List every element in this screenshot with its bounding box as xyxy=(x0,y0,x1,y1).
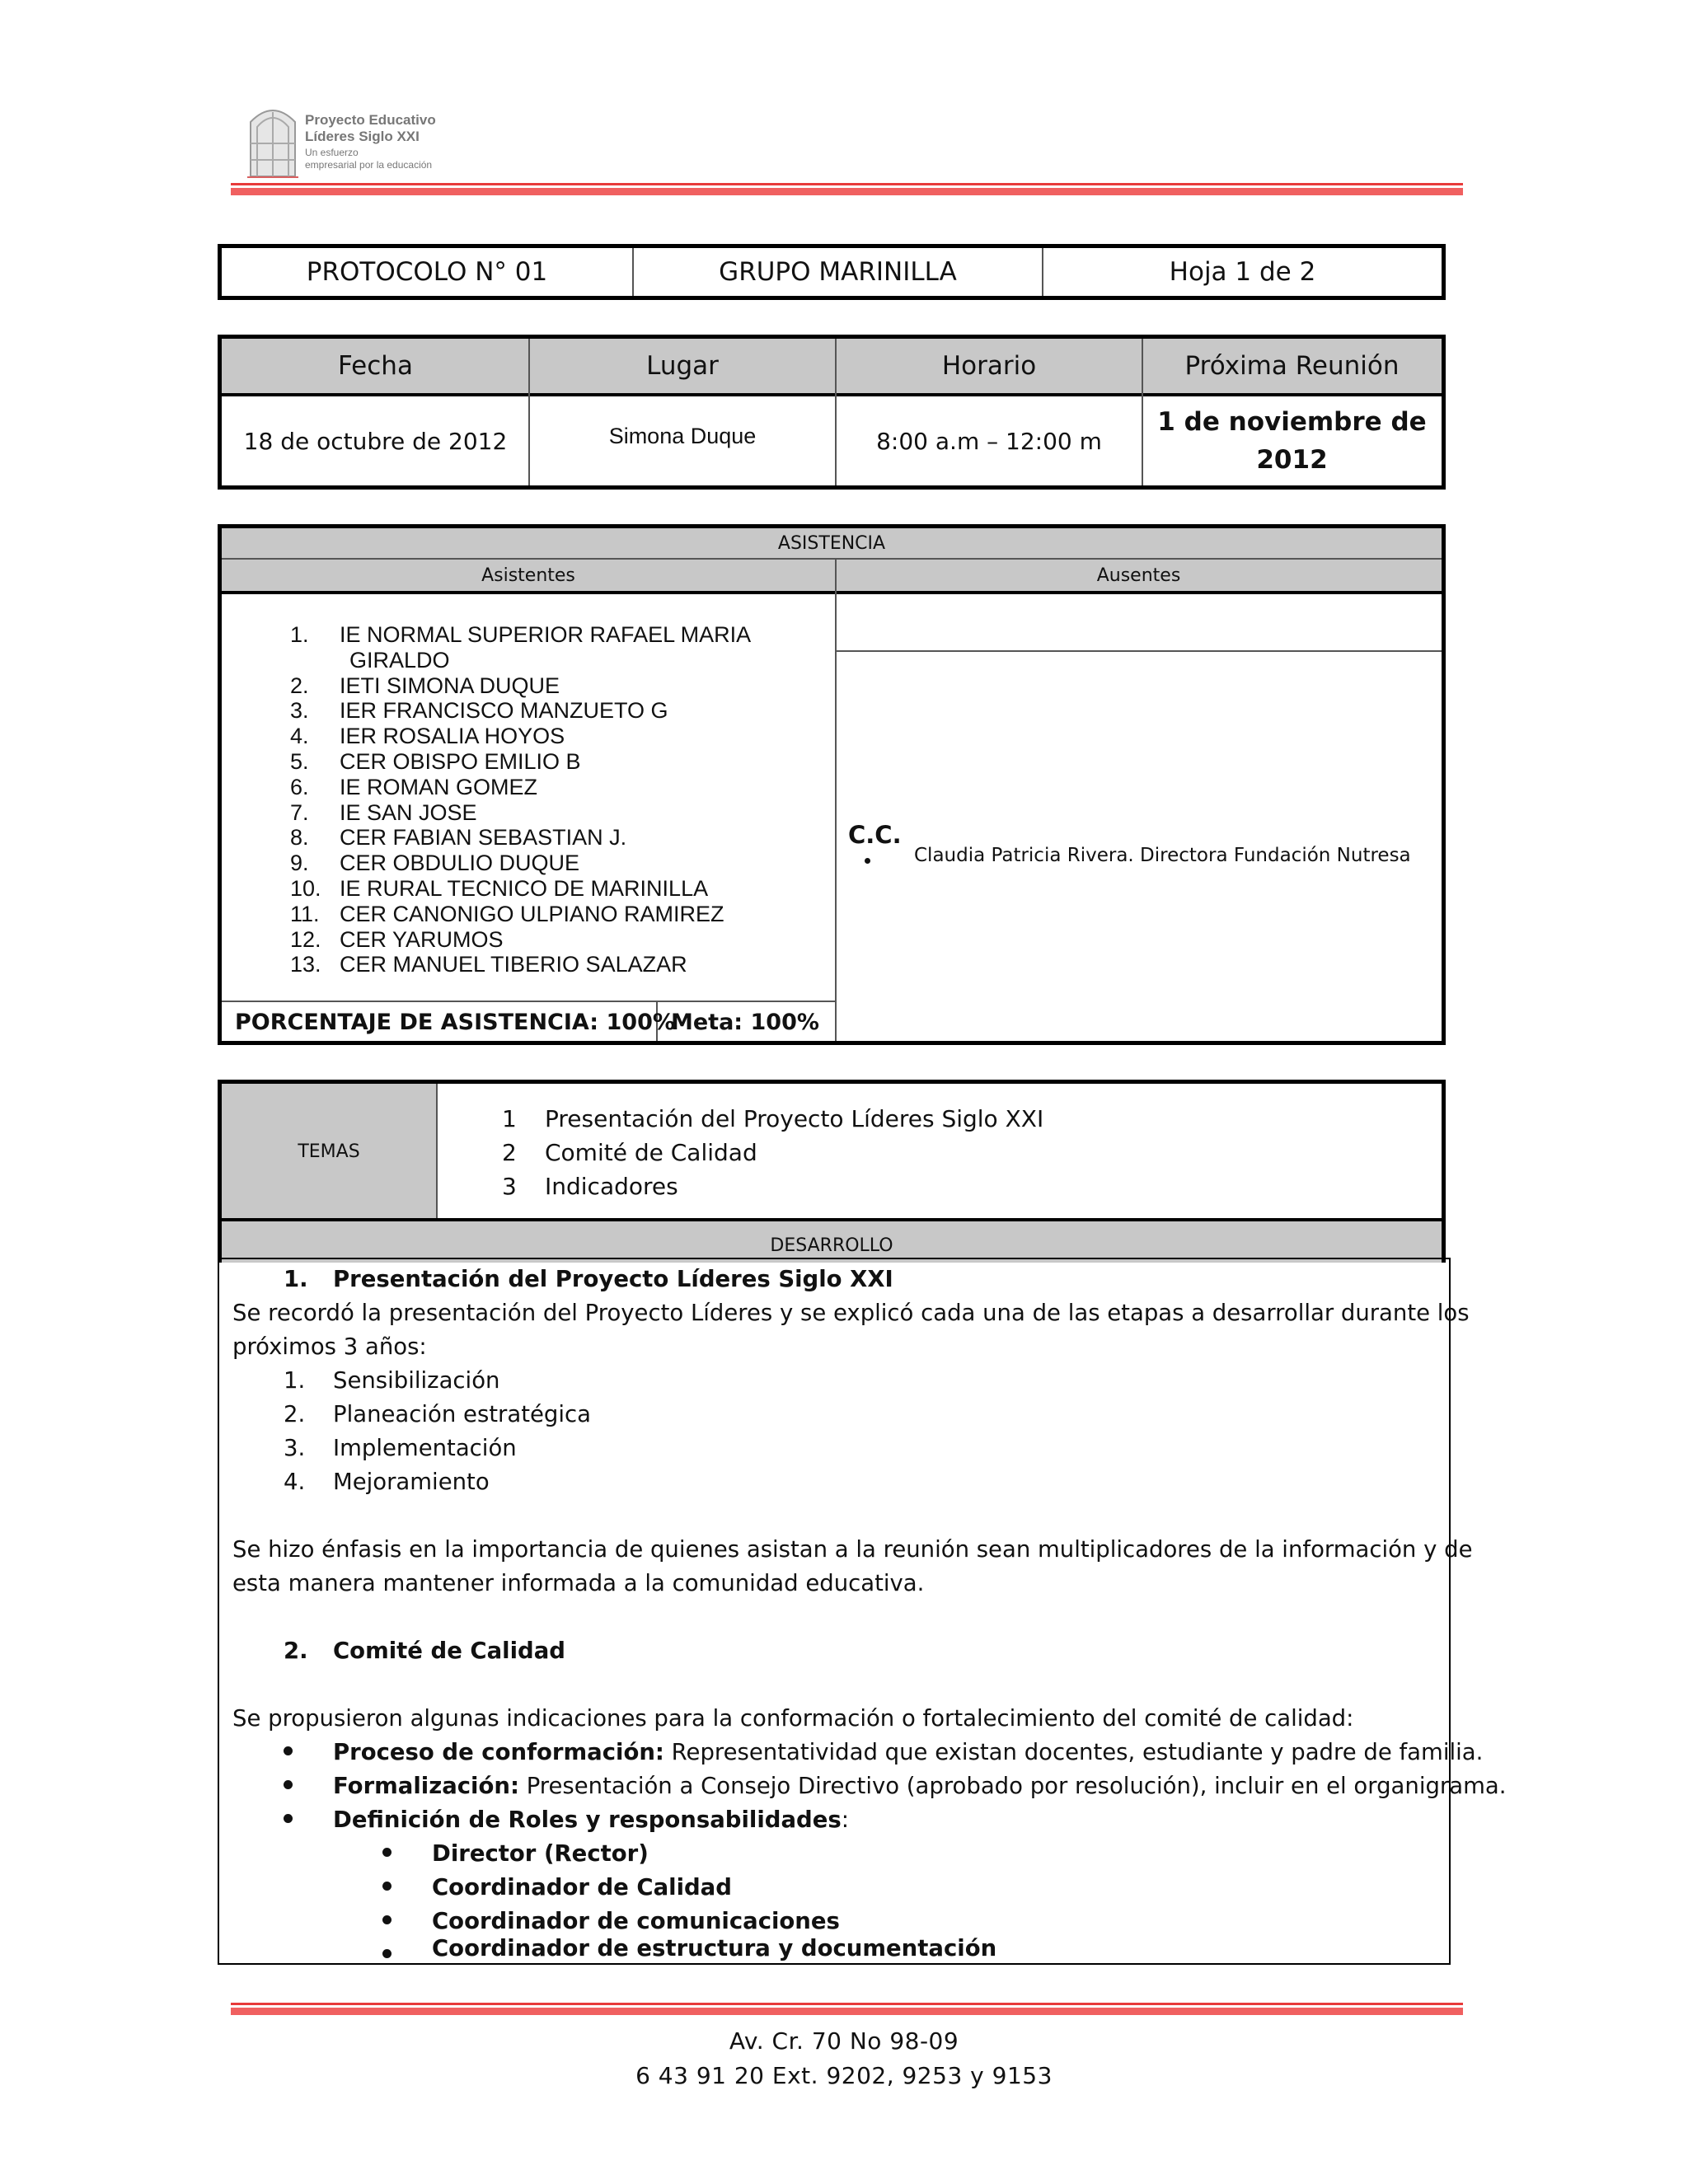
attendee-item xyxy=(290,825,818,851)
criteria-item: Definición de Roles y responsabilidades: xyxy=(333,1807,849,1833)
logo-line-4: empresarial por la educación xyxy=(305,159,433,171)
attendee-item xyxy=(290,902,818,927)
section-1-paragraph-line-1: Se recordó la presentación del Proyecto Líderes y se explicó cada una de las etapas a desarrollar durante los xyxy=(232,1300,1470,1326)
attendee-item xyxy=(290,927,818,953)
school-building-icon xyxy=(247,97,298,178)
footer-address: Av. Cr. 70 No 98-09 xyxy=(729,2027,959,2055)
header-horario: Horario xyxy=(941,351,1037,381)
topics-label: TEMAS xyxy=(298,1141,360,1162)
topics-table xyxy=(218,1080,1446,1263)
footer-phone: 6 43 91 20 Ext. 9202, 9253 y 9153 xyxy=(635,2062,1053,2089)
attendees-header: Asistentes xyxy=(481,565,575,586)
bullet-icon xyxy=(382,1882,392,1891)
attendee-item xyxy=(290,724,818,749)
criteria-item: Formalización: Presentación a Consejo Directivo (aprobado por resolución), incluir en el organigrama. xyxy=(333,1773,1507,1799)
attendee-item xyxy=(290,622,818,673)
cc-label: C.C. xyxy=(848,821,902,849)
attendance-percentage: PORCENTAJE DE ASISTENCIA: 100% xyxy=(235,1010,675,1035)
topics-list: 1 Presentación del Proyecto Líderes Siglo XXI 2 Comité de Calidad 3 Indicadores xyxy=(502,1105,1044,1200)
stage-number: 4. xyxy=(284,1469,306,1495)
meeting-date: 18 de octubre de 2012 xyxy=(243,427,508,455)
meeting-schedule: 8:00 a.m – 12:00 m xyxy=(876,427,1102,455)
attendee-name: IE RURAL TECNICO DE MARINILLA xyxy=(340,875,709,901)
next-meeting-line-1: 1 de noviembre de xyxy=(1157,407,1427,437)
attendee-name: IER FRANCISCO MANZUETO G xyxy=(340,698,668,724)
attendance-table xyxy=(218,524,1446,1045)
attendee-name: IETI SIMONA DUQUE xyxy=(340,673,560,698)
attendee-item xyxy=(290,851,818,876)
footer-rule xyxy=(231,2003,1463,2015)
role-item: Coordinador de Calidad xyxy=(432,1874,732,1900)
attendee-number: 1. xyxy=(290,622,309,647)
attendee-name: CER CANONIGO ULPIANO RAMIREZ xyxy=(340,901,724,926)
stage-item: Sensibilización xyxy=(333,1367,500,1394)
attendee-item xyxy=(290,952,818,977)
header-fecha: Fecha xyxy=(338,351,413,381)
next-meeting-line-2: 2012 xyxy=(1256,445,1328,475)
attendee-name: CER OBISPO EMILIO B xyxy=(340,748,581,774)
role-item: Coordinador de comunicaciones xyxy=(432,1908,840,1934)
next-meeting xyxy=(1142,396,1442,485)
attendee-number: 3. xyxy=(290,698,309,724)
attendee-number: 5. xyxy=(290,748,309,774)
attendee-item xyxy=(290,775,818,800)
attendee-number: 6. xyxy=(290,774,309,799)
bullet-icon xyxy=(382,1949,392,1958)
bullet-icon xyxy=(284,1814,293,1823)
attendee-number: 2. xyxy=(290,673,309,698)
absentees-header: Ausentes xyxy=(1096,565,1181,586)
role-item: Director (Rector) xyxy=(432,1840,649,1867)
attendee-item xyxy=(290,698,818,724)
attendee-item xyxy=(290,749,818,775)
header-rule xyxy=(231,183,1463,195)
protocol-number: PROTOCOLO N° 01 xyxy=(306,257,548,287)
attendee-number: 11. xyxy=(290,901,320,926)
sheet-number: Hoja 1 de 2 xyxy=(1169,257,1316,287)
attendees-list xyxy=(290,622,818,977)
bullet-icon xyxy=(382,1848,392,1857)
attendee-number: 13. xyxy=(290,952,321,977)
bullet-icon xyxy=(284,1746,293,1755)
attendee-name-continued: GIRALDO xyxy=(349,647,450,673)
attendee-number: 12. xyxy=(290,926,321,952)
attendee-name: CER FABIAN SEBASTIAN J. xyxy=(340,825,627,851)
attendee-item xyxy=(290,673,818,699)
attendee-name: IE ROMAN GOMEZ xyxy=(340,774,538,799)
attendee-name: CER MANUEL TIBERIO SALAZAR xyxy=(340,952,687,977)
attendee-name: CER YARUMOS xyxy=(340,926,504,952)
emphasis-line-2: esta manera mantener informada a la comunidad educativa. xyxy=(232,1570,925,1596)
stage-number: 2. xyxy=(284,1401,306,1427)
stage-item: Implementación xyxy=(333,1435,517,1461)
development-label: DESARROLLO xyxy=(770,1235,893,1256)
meeting-place: Simona Duque xyxy=(608,423,757,448)
attendee-name: IER ROSALIA HOYOS xyxy=(340,724,565,749)
meeting-info-table xyxy=(218,335,1446,490)
stage-number: 3. xyxy=(284,1435,306,1461)
attendee-number: 7. xyxy=(290,799,309,825)
section-1-paragraph-line-2: próximos 3 años: xyxy=(232,1333,427,1360)
section-2-number: 2. xyxy=(284,1638,308,1664)
attendee-item xyxy=(290,876,818,902)
section-1-title: Presentación del Proyecto Líderes Siglo XXI xyxy=(333,1266,893,1292)
logo-line-2: Líderes Siglo XXI xyxy=(305,129,420,144)
header-lugar: Lugar xyxy=(646,351,719,381)
section-1-number: 1. xyxy=(284,1266,308,1292)
logo-line-3: Un esfuerzo xyxy=(305,147,359,158)
stage-item: Mejoramiento xyxy=(333,1469,490,1495)
header-proxima-reunion: Próxima Reunión xyxy=(1184,351,1400,381)
emphasis-line-1: Se hizo énfasis en la importancia de quienes asistan a la reunión sean multiplicadores de la información y de xyxy=(232,1536,1473,1563)
bullet-icon xyxy=(382,1915,392,1924)
cc-person: Claudia Patricia Rivera. Directora Fundación Nutresa xyxy=(914,845,1411,866)
attendee-number: 4. xyxy=(290,724,309,749)
development-section xyxy=(218,1258,1507,1965)
attendee-name: CER OBDULIO DUQUE xyxy=(340,851,580,876)
section-2-title: Comité de Calidad xyxy=(333,1638,565,1664)
attendee-number: 9. xyxy=(290,851,309,876)
attendance-goal: Meta: 100% xyxy=(671,1010,819,1035)
logo xyxy=(247,97,445,180)
attendee-item xyxy=(290,800,818,826)
attendee-name: IE NORMAL SUPERIOR RAFAEL MARIA xyxy=(340,622,752,647)
stage-item: Planeación estratégica xyxy=(333,1401,591,1427)
protocol-box xyxy=(218,244,1446,300)
attendee-number: 8. xyxy=(290,825,309,851)
logo-line-1: Proyecto Educativo xyxy=(305,112,436,128)
attendee-number: 10. xyxy=(290,875,321,901)
stage-number: 1. xyxy=(284,1367,306,1394)
cc-bullet xyxy=(865,858,870,864)
criteria-item: Proceso de conformación: Representatividad que existan docentes, estudiante y padre de familia. xyxy=(333,1739,1484,1765)
attendee-name: IE SAN JOSE xyxy=(340,799,477,825)
bullet-icon xyxy=(284,1780,293,1789)
attendance-title: ASISTENCIA xyxy=(777,532,886,554)
group-name: GRUPO MARINILLA xyxy=(719,257,957,287)
role-item: Coordinador de estructura y documentación xyxy=(432,1935,997,1961)
section-2-intro: Se propusieron algunas indicaciones para la conformación o fortalecimiento del comité de calidad: xyxy=(232,1705,1354,1732)
